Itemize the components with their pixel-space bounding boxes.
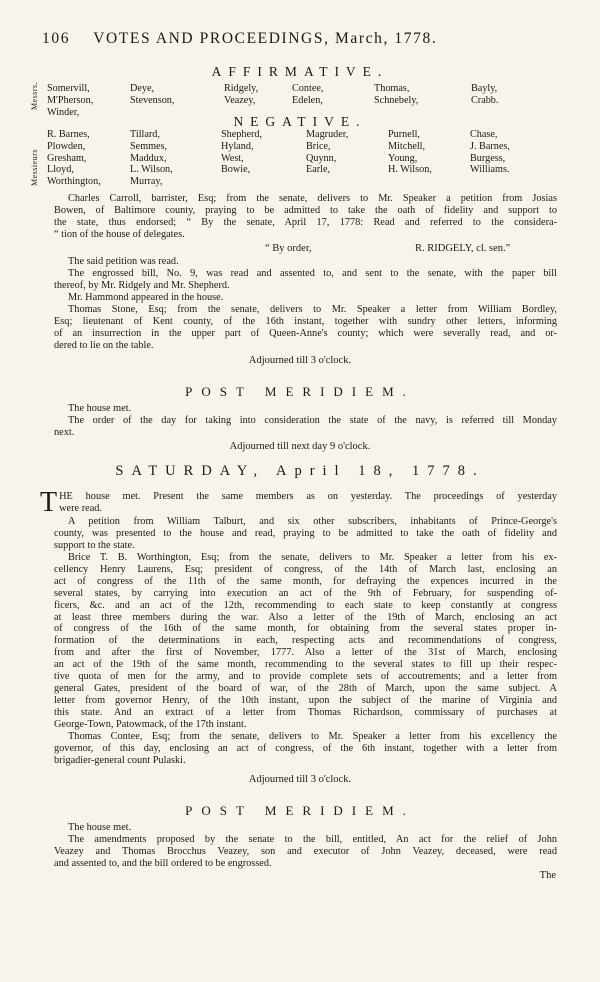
voter-name: Thomas, — [374, 83, 410, 94]
paragraph-talburt-petition: A petition from William Talburt, and six other subscribers, inhabitants of Prince-George's county, was presented to the house and read, praying to be admitted to take the oath of fidelity and support to the state. — [54, 516, 557, 551]
negative-label: Messieurs — [30, 149, 39, 186]
voter-name: Plowden, — [47, 140, 86, 152]
page-number: 106 — [42, 30, 71, 47]
paragraph-petition-read: The said petition was read. — [68, 256, 179, 267]
voter-name: Somervill, — [47, 83, 90, 94]
voter-name: Crabb. — [471, 94, 499, 106]
affirmative-title: AFFIRMATIVE. — [211, 64, 389, 79]
paragraph-navy: The order of the day for taking into consideration the state of the navy, is referred till Monday next. — [54, 415, 557, 438]
catchword: The — [539, 870, 556, 881]
voter-name: Gresham, — [47, 152, 87, 164]
negative-col-2 — [130, 129, 173, 188]
voter-name: Magruder, — [306, 129, 349, 140]
post-meridiem-heading-1: POST MERIDIEM. — [185, 384, 415, 399]
voter-name: Bayly, — [471, 83, 498, 94]
voter-name: Lloyd, — [47, 164, 74, 176]
affirmative-col-2 — [130, 83, 174, 107]
voter-name: Hyland, — [221, 140, 254, 152]
voter-name: J. Barnes, — [470, 140, 510, 152]
affirmative-col-6 — [471, 83, 498, 107]
paragraph-saturday-opening: T HE house met. Present the same members as on yesterday. The proceedings of yesterday were read. — [40, 487, 557, 518]
paragraph-hammond: Mr. Hammond appeared in the house. — [68, 292, 224, 303]
voter-name: Quynn, — [306, 152, 337, 164]
voter-name: Murray, — [130, 176, 163, 188]
negative-col-3 — [221, 129, 262, 176]
voter-name: L. Wilson, — [130, 164, 173, 176]
header-title: VOTES AND PROCEEDINGS, March, 1778. — [93, 30, 438, 47]
voter-name: Worthington, — [47, 176, 101, 188]
negative-col-5 — [388, 129, 432, 176]
adjourned-3: Adjourned till 3 o'clock. — [248, 774, 352, 785]
paragraph-house-met-1: The house met. — [68, 403, 132, 414]
voter-name: Young, — [388, 152, 418, 164]
negative-title: NEGATIVE. — [233, 114, 367, 129]
voter-name: Shepherd, — [221, 129, 263, 140]
paragraph-engrossed-bill: The engrossed bill, No. 9, was read and assented to, and sent to the senate, with the paper bill thereof, by Mr. Ridgely and Mr. Shepherd. — [54, 268, 557, 291]
signature: R. RIDGELY, cl. sen.” — [415, 243, 511, 254]
voter-name: Mitchell, — [388, 140, 426, 152]
voter-name: Earle, — [306, 164, 331, 176]
affirmative-col-3 — [224, 83, 258, 107]
voter-name: Edelen, — [292, 94, 323, 106]
paragraph-worthington-letters: Brice T. B. Worthington, Esq; from the senate, delivers to Mr. Speaker a letter from his ex- cellency Henry Laurens, Esq; president of congress, of the 14th of March last, enclosing an act of congress of the 11th of the same month, for defraying the expences incurred in the several states, by carrying into execution an act of the 9th of February, for suspending of- ficers, &c. and an act of the 12th, recommending to each state to keep constantly at congress at least three members during the war. Also a letter of the 19th of March, enclosing an act of congress of the 16th of the same month, for obtaining from the several states proper in- formation of the determinations in each, respecting acts and recommendations of congress, from and after the first of November, 1777. Also a letter of the 31st of March, enclosing an act of the 19th of the same month, recommending to the several states to fill up their respec- tive quota of men for the army, and to provide complete sets of accoutrements; and a letter from general Gates, president of the board of war, of the 28th of March, upon the same subject. A letter from governor Henry, of the 10th instant, upon the subject of the marine of Virginia and this state. And an extract of a letter from Thomas Richardson, commissary of purchases at George-Town, Patowmack, of the 17th instant. — [54, 552, 557, 730]
voter-name: West, — [221, 152, 244, 164]
adjourned-2: Adjourned till next day 9 o'clock. — [229, 441, 371, 452]
voter-name: Maddux, — [130, 152, 167, 164]
negative-col-1 — [47, 129, 101, 188]
voter-name: Burgess, — [470, 152, 506, 164]
voter-name: Schnebely, — [374, 94, 419, 106]
voter-name: Contee, — [292, 83, 324, 94]
voter-name: H. Wilson, — [388, 164, 432, 176]
paragraph-house-met-2: The house met. — [68, 822, 132, 833]
adjourned-1: Adjourned till 3 o'clock. — [248, 355, 352, 366]
voter-name: Bowie, — [221, 164, 251, 176]
paragraph-contee-letter: Thomas Contee, Esq; from the senate, delivers to Mr. Speaker a letter from his excellency the governor, of this day, enclosing an act of congress, of the 6th instant, together with a letter from brigadier-general count Pulaski. — [54, 731, 557, 766]
affirmative-col-5 — [374, 83, 418, 107]
voter-name: Williams. — [470, 164, 510, 176]
voter-name: Semmes, — [130, 140, 168, 152]
by-order: “ By order, — [265, 243, 312, 254]
paragraph-carroll-petition: Charles Carroll, barrister, Esq; from the senate, delivers to Mr. Speaker a petition from Josias Bowen, of Baltimore county, praying to be admitted to take the oath of fidelity and support to the state, thus endorsed; “ By the senate, April 17, 1778: Read and referred to the considera- “ tion of the house of delegates. — [54, 193, 557, 240]
saturday-heading: SATURDAY, April 18, 1778. — [115, 463, 485, 479]
paragraph-stone-letter: Thomas Stone, Esq; from the senate, delivers to Mr. Speaker a letter from William Bordley, Esq; lieutenant of Kent county, of the 16th instant, together with sundry other letters, informing of an insurrection in the upper part of Queen-Anne's county; which were severally read, and or- dered to lie on the table. — [54, 304, 557, 351]
post-meridiem-heading-2: POST MERIDIEM. — [185, 803, 415, 818]
voter-name: Brice, — [306, 140, 331, 152]
negative-col-6 — [470, 129, 510, 176]
voter-name: Deye, — [130, 83, 155, 94]
running-header — [42, 30, 562, 48]
voter-name: Ridgely, — [224, 83, 259, 94]
affirmative-col-4 — [292, 83, 323, 107]
voter-name: Tillard, — [130, 129, 160, 140]
voter-name: R. Barnes, — [47, 129, 90, 140]
voter-name: Winder, — [47, 106, 80, 118]
drop-cap: T — [40, 487, 58, 518]
voter-name: M'Pherson, — [47, 94, 94, 106]
voter-name: Chase, — [470, 129, 498, 140]
affirmative-label: Messrs. — [30, 81, 39, 110]
voter-name: Stevenson, — [130, 94, 175, 106]
paragraph-veazey-amendments: The amendments proposed by the senate to the bill, entitled, An act for the relief of John Veazey and Thomas Brocchus Veazey, son and executor of John Veazey, deceased, were read and assented to, and the bill ordered to be engrossed. — [54, 834, 557, 869]
negative-col-4 — [306, 129, 348, 176]
voter-name: Purnell, — [388, 129, 420, 140]
voter-name: Veazey, — [224, 94, 256, 106]
